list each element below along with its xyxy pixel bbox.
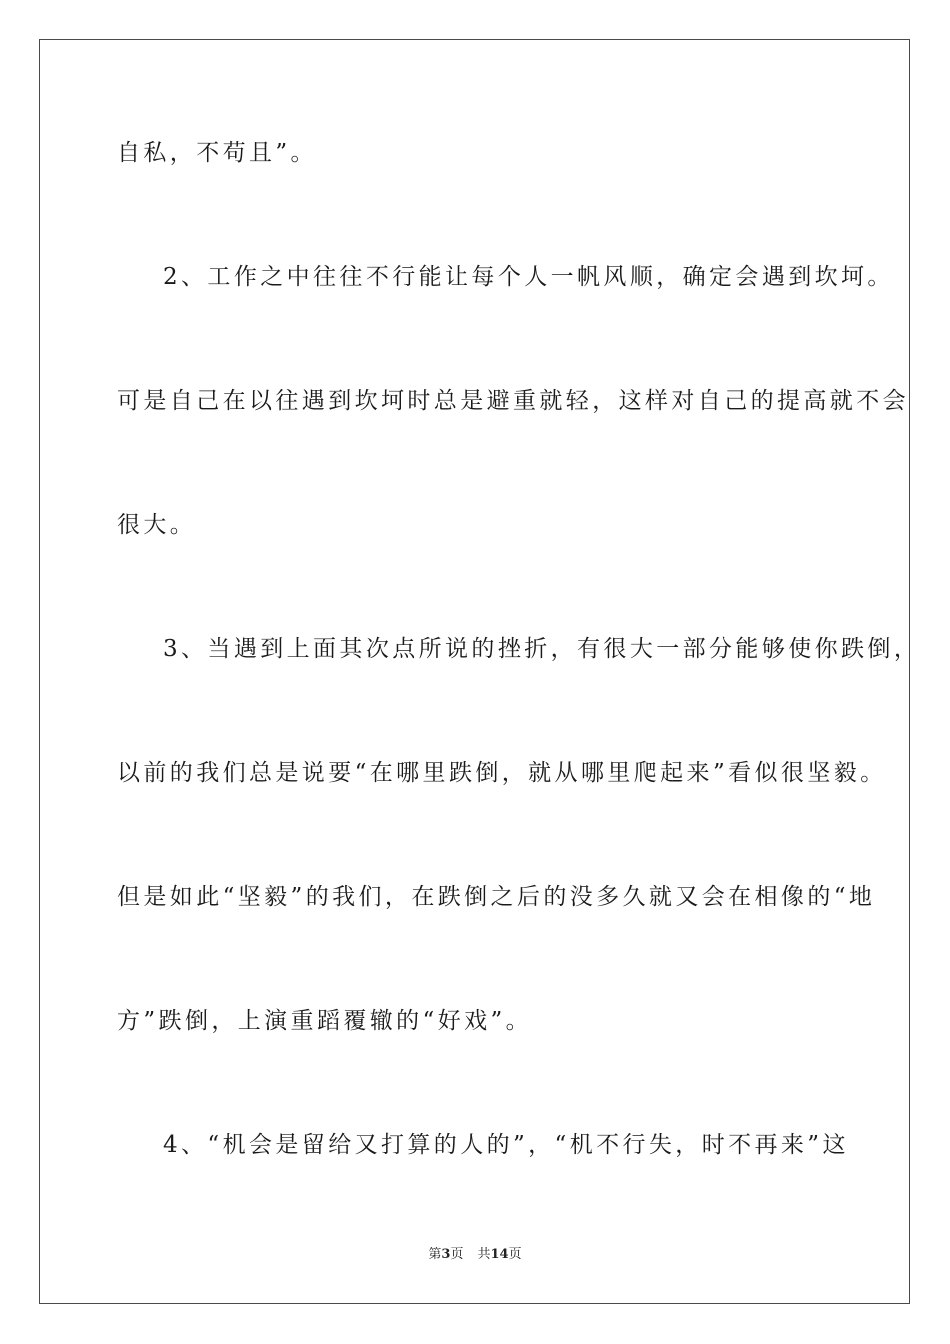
page-border: [39, 39, 910, 1304]
text-line-5: 3、当遇到上面其次点所说的挫折，有很大一部分能够使你跌倒，: [163, 636, 921, 662]
page-unit: 页: [450, 1247, 464, 1262]
text-line-1: 自私，不苟且”。: [117, 140, 317, 166]
page-footer: [0, 1247, 950, 1263]
page-total: 14: [490, 1247, 509, 1262]
text-line-9: 4、“机会是留给又打算的人的”，“机不行失，时不再来”这: [163, 1132, 849, 1158]
text-line-2: 2、工作之中往往不行能让每个人一帆风顺，确定会遇到坎坷。: [163, 264, 894, 290]
page-current: 3: [441, 1247, 451, 1262]
page-prefix: 第: [428, 1247, 442, 1262]
total-unit: 页: [508, 1247, 522, 1262]
text-line-6: 以前的我们总是说要“在哪里跌倒，就从哪里爬起来”看似很坚毅。: [117, 760, 887, 786]
text-line-8: 方”跌倒，上演重蹈覆辙的“好戏”。: [117, 1008, 533, 1034]
text-line-3: 可是自己在以往遇到坎坷时总是避重就轻，这样对自己的提高就不会: [117, 388, 909, 414]
text-line-7: 但是如此“坚毅”的我们，在跌倒之后的没多久就又会在相像的“地: [117, 884, 876, 910]
total-prefix: 共: [477, 1247, 491, 1262]
text-line-4: 很大。: [117, 512, 197, 538]
